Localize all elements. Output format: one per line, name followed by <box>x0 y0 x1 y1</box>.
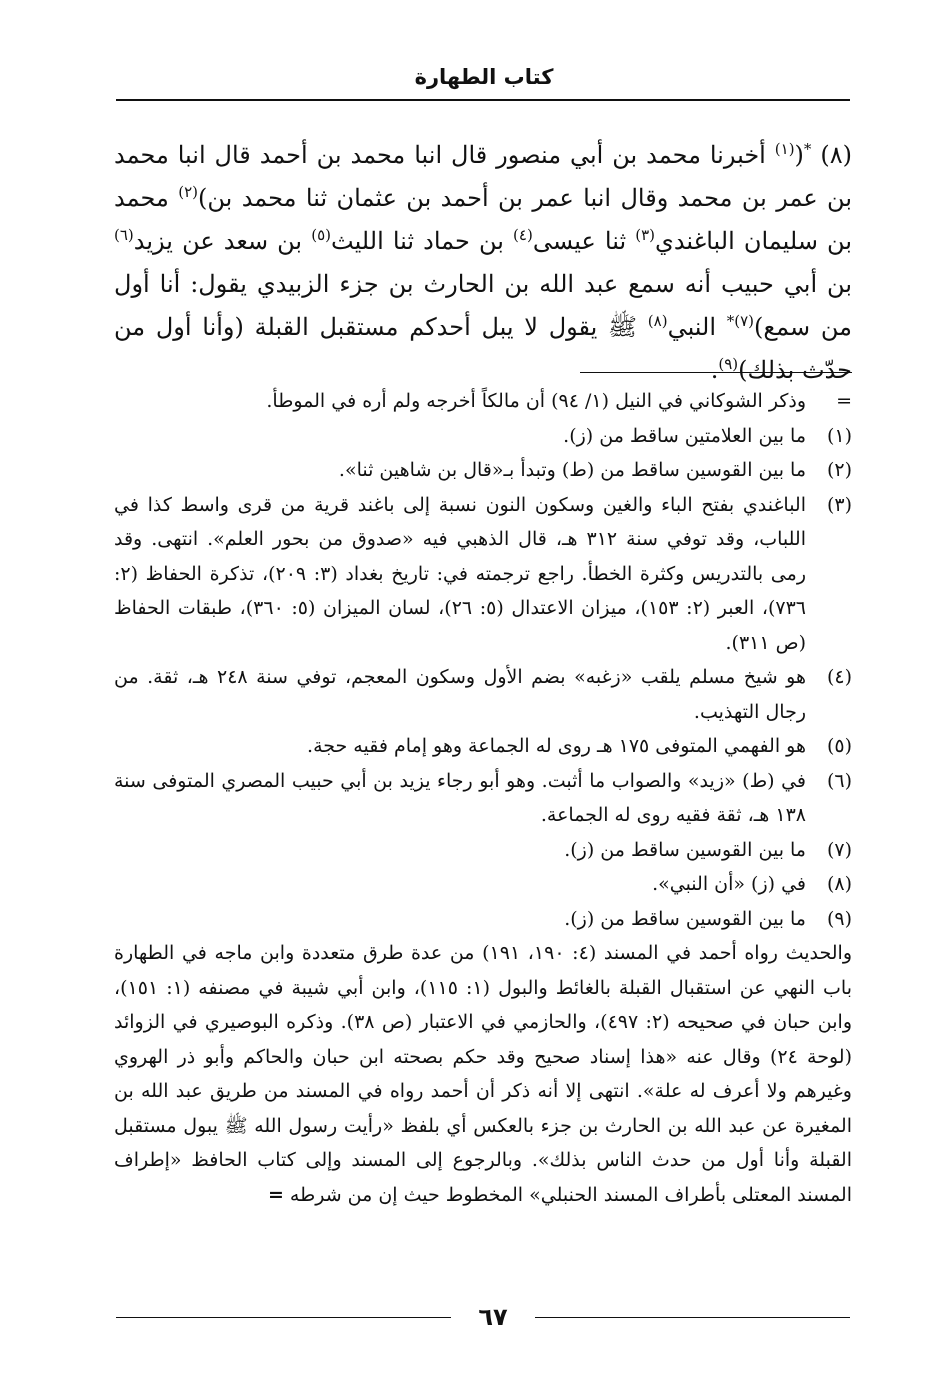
footnote-text: ما بين العلامتين ساقط من (ز). <box>563 424 806 447</box>
footnote-text: الباغندي بفتح الباء والغين وسكون النون نسبة إلى باغند قرية من قرى واسط كذا في اللباب، وقد توفي سنة ٣١٢ هـ، قال الذهبي فيه «صدوق من بحور العلم». انتهى. وقد رمى بالتدريس وكثرة الخطأ. راجع ترجمته في: تاريخ بغداد (٣: ٢٠٩)، تذكرة الحفاظ (٢: ٧٣٦)، العبر (٢: ١٥٣)، ميزان الاعتدال (٥: ٢٦)، لسان الميزان (٥: ٣٦٠)، طبقات الحفاظ (ص ٣١١). <box>114 493 807 654</box>
hadith-text-part: . <box>710 356 719 384</box>
footnote-number: (١) <box>826 424 852 447</box>
footnote-item <box>114 902 852 937</box>
hadith-text-part: ﷺ يقول لا يبل أحدكم مستقبل القبلة (وأنا أول من حدّث بذلك) <box>114 313 852 384</box>
footer-rule-left <box>116 1317 451 1318</box>
footnote-number: (٣) <box>826 493 852 516</box>
footnote-ref-1: (١) <box>774 140 795 158</box>
hadith-text-part: أخبرنا محمد بن أبي منصور قال انبا محمد بن أحمد قال انبا محمد بن عمر بن محمد وقال انبا عمر بن أحمد بن عثمان ثنا محمد بن) <box>114 141 852 212</box>
footnote-text: في (ط) «زيد» والصواب ما أثبت. وهو أبو رجاء يزيد بن أبي حبيب المصري المتوفى سنة ١٣٨ هـ، ثقة فقيه روى له الجماعة. <box>114 769 807 826</box>
page-footer <box>116 1300 850 1334</box>
footnote-separator <box>580 372 852 373</box>
continuation-mark: = <box>267 1183 284 1206</box>
footnote-number: (٤) <box>826 666 852 688</box>
hadith-text-part: ( <box>794 141 804 169</box>
footnote-ref-5: (٥) <box>311 226 331 244</box>
footnote-continuation-text: والحديث رواه أحمد في المسند (٤: ١٩٠، ١٩١) من عدة طرق متعددة وابن ماجه في الطهارة باب النهي عن استقبال القبلة بالغائط والبول (١: ١١٥)، وابن أبي شيبة في مصنفه (١: ١٥١)، وابن حبان في صحيحه (٢: ٤٩٧)، والحازمي في الاعتبار (ص ٣٨). وذكره البوصيري في الزوائد (لوحة ٢٤) وقال عنه «هذا إسناد صحيح وقد حكم بصحته ابن حبان والحاكم وأبو ذر الهروي وغيرهم ولا أعرف له علة». انتهى إلا أنه ذكر أن أحمد رواه في المسند من طريق عبد الله بن المغيرة عن عبد الله بن الحارث بن جزء بالعكس أي بلفظ «رأيت رسول الله ﷺ يبول مستقبل القبلة وأنا أول من حدث الناس بذلك». وبالرجوع إلى المسند وإلى كتاب الحافظ «إطراف المسند المعتلى بأطراف المسند الحنبلي» المخطوط حيث إن من شرطه <box>114 942 852 1206</box>
footnote-ref-3: (٣) <box>635 226 656 244</box>
footnote-text: ما بين القوسين ساقط من (ز). <box>564 838 806 861</box>
footnote-text: وذكر الشوكاني في النيل (١/ ٩٤) أن مالكاً أخرجه ولم أره في الموطأ. <box>266 390 806 412</box>
footnote-text: في (ز) «أن النبي». <box>652 873 806 895</box>
footnote-ref-9: (٩) <box>718 355 739 373</box>
footer-rule-right <box>535 1317 850 1318</box>
footnote-number: (٧) <box>826 838 852 861</box>
footnote-item <box>114 833 852 868</box>
hadith-text-part: بن حماد ثنا الليث <box>331 227 514 255</box>
footnote-text: ما بين القوسين ساقط من (ط) وتبدأ بـ«قال بن شاهين ثنا». <box>338 459 806 481</box>
footnote-ref-7: (٧)* <box>726 312 755 330</box>
footnote-item <box>114 729 852 764</box>
footnote-item <box>114 867 852 902</box>
footnote-item <box>114 764 852 833</box>
hadith-text-part: بن سعد عن يزيد <box>133 227 312 255</box>
hadith-star-marker: * <box>803 140 812 158</box>
footnote-item <box>114 488 852 661</box>
hadith-text-part: بن أبي حبيب أنه سمع عبد الله بن الحارث بن جزء الزبيدي يقول: أنا أول من سمع) <box>114 270 852 341</box>
page-number: ٦٧ <box>478 1303 508 1331</box>
footnote-ref-4: (٤) <box>513 226 533 244</box>
footnote-number: (٩) <box>826 907 852 930</box>
page-header-title: كتاب الطهارة <box>414 65 554 89</box>
footnote-item <box>114 419 852 454</box>
hadith-text-part: ثنا عيسى <box>532 227 636 255</box>
footnote-number: = <box>836 390 852 412</box>
footnote-number: (٥) <box>826 735 852 757</box>
footnote-text: هو الفهمي المتوفى ١٧٥ هـ روى له الجماعة وهو إمام فقيه حجة. <box>307 735 806 757</box>
hadith-text <box>114 134 852 392</box>
header-divider <box>116 99 850 101</box>
footnote-number: (٨) <box>826 873 852 895</box>
footnote-ref-6: (٦) <box>114 226 134 244</box>
footnote-text: هو شيخ مسلم يلقب «زغبه» بضم الأول وسكون المعجم، توفي سنة ٢٤٨ هـ، ثقة. من رجال التهذيب. <box>114 666 806 723</box>
footnote-item <box>114 384 852 419</box>
footnote-text: ما بين القوسين ساقط من (ز). <box>564 907 806 930</box>
footnotes <box>114 384 852 1212</box>
footnote-ref-2: (٢) <box>178 183 198 201</box>
footnote-number: (٦) <box>826 769 852 792</box>
footnote-continuation <box>114 936 852 1212</box>
footnote-item <box>114 453 852 488</box>
footnote-number: (٢) <box>826 459 852 481</box>
hadith-text-part: محمد بن سليمان الباغندي <box>114 184 853 255</box>
hadith-number: (٨) <box>820 141 852 169</box>
footnote-ref-8: (٨) <box>647 312 668 330</box>
hadith-text-part: النبي <box>667 313 727 341</box>
footnote-item <box>114 660 852 729</box>
